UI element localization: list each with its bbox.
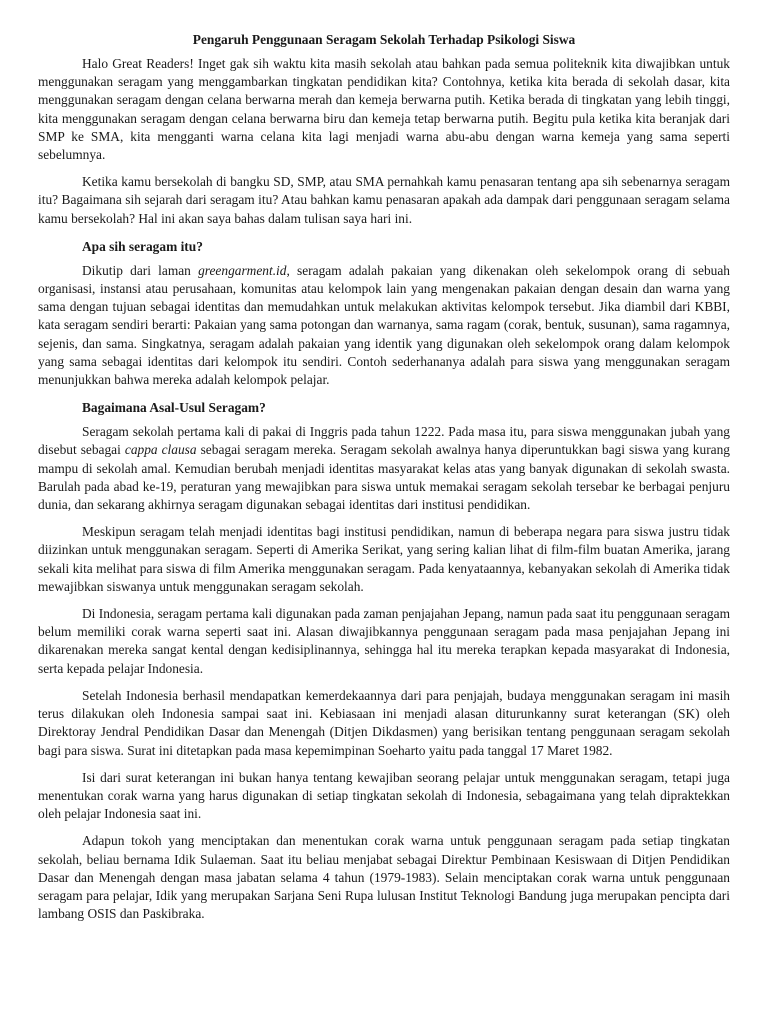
section-heading-origin: Bagaimana Asal-Usul Seragam? [82, 400, 266, 416]
origin-text-rest: sebagai seragam mereka. Seragam sekolah awalnya hanya diperuntukkan bagi siswa yang kurang mampu di sekolah amal. Kemudian berubah menjadi identitas masyarakat kelas atas yang banyak digunakan di sekolah swasta. Barulah pada abad ke-19, peraturan yang mewajibkan para siswa untuk memakai seragam sekolah tersebar ke berbagai penjuru dunia, dan sekarang akhirnya seragam digunakan sebagai identitas dari institusi pendidikan. [38, 442, 730, 513]
document-title: Pengaruh Penggunaan Seragam Sekolah Terhadap Psikologi Siswa [192, 32, 576, 47]
cappa-clausa-term: cappa clausa [124, 442, 197, 458]
paragraph-definition [38, 262, 730, 389]
definition-text-rest: , seragam adalah pakaian yang dikenakan oleh sekelompok orang di sebuah organisasi, instansi atau perusahaan, komunitas atau kelompok lain yang mengenakan pakaian dengan desain dan warna yang sama dengan tujuan sebagai identitas dan memudahkan untuk melakukan aktivitas kelompok tersebut. Jika diambil dari KBBI, kata seragam sendiri berarti: Pakaian yang sama potongan dan warnanya, sama ragam (corak, bentuk, susunan), sama ragamnya, sejenis, dan sama. Singkatnya, seragam adalah pakaian yang identik yang digunakan oleh sekelompok orang dalam kelompok yang sama sebagai identitas dari kelompok itu sendiri. Contoh sederhananya adalah para siswa yang menggunakan seragam menunjukkan bahwa mereka adalah kelompok pelajar. [38, 262, 730, 388]
definition-text-start: Dikutip dari laman [82, 262, 199, 278]
paragraph-indonesia-sk: Setelah Indonesia berhasil mendapatkan kemerdekaannya dari para penjajah, budaya menggunakan seragam ini masih terus dilakukan oleh Indonesia sampai saat ini. Kebiasaan ini menjadi alasan diturunkanny surat keterangan (SK) oleh Direktoray Jendral Pendidikan Dasar dan Menengah (Ditjen Dikdasmen) yang berisikan tentang penggunaan seragam sekolah bagi para siswa. Surat ini ditetapkan pada masa kepemimpinan Soeharto yaitu pada tanggal 17 Maret 1982. [38, 687, 730, 758]
origin-text-start: Seragam sekolah pertama kali di pakai di Inggris pada tahun 1222. Pada masa itu, para siswa menggunakan jubah yang disebut sebagai [38, 424, 730, 458]
paragraph-intro: Halo Great Readers! Inget gak sih waktu kita masih sekolah atau bahkan pada semua politeknik kita diwajibkan untuk menggunakan seragam yang menggambarkan tingkatan pendidikan kita? Contohnya, ketika kita berada di sekolah dasar, kita menggunakan seragam dengan celana berwarna merah dan kemeja berwarna putih. Ketika berada di tingkatan yang lebih tinggi, kita menggunakan seragam dengan celana berwarna biru dan kemeja tetap berwarna putih. Begitu pula ketika kita beranjak dari SMP ke SMA, kita mengganti warna celana kita lagi menjadi warna abu-abu dengan warna kemeja yang sama seperti sebelumnya. [38, 56, 730, 163]
section-heading-definition: Apa sih seragam itu? [82, 238, 203, 254]
paragraph-idik-sulaeman: Adapun tokoh yang menciptakan dan menentukan corak warna untuk penggunaan seragam pada setiap tingkatan sekolah, beliau bernama Idik Sulaeman. Saat itu beliau menjabat sebagai Direktur Pembinaan Kesiswaan di Ditjen Pendidikan Dasar dan Menengah dengan masa jabatan selama 4 tahun (1979-1983). Selain menciptakan corak warna untuk penggunaan seragam para pelajar, Idik yang merupakan Sarjana Seni Rupa lulusan Institut Teknologi Bandung juga merupakan pencipta dari lambang OSIS dan Paskibraka. [38, 833, 730, 922]
paragraph-indonesia-japan: Di Indonesia, seragam pertama kali digunakan pada zaman penjajahan Jepang, namun pada saat itu penggunaan seragam belum memiliki corak warna seperti saat ini. Alasan diwajibkannya penggunaan seragam pada masa penjajahan Jepang ini dikarenakan mereka sangat kental dengan kedisiplinannya, sehingga hal itu mereka terapkan kepada masyarakat di Indonesia, serta kepada pelajar Indonesia. [38, 606, 730, 676]
paragraph-usa: Meskipun seragam telah menjadi identitas bagi institusi pendidikan, namun di beberapa negara para siswa justru tidak diizinkan untuk menggunakan seragam. Seperti di Amerika Serikat, yang sering kalian lihat di film-film buatan Amerika, jarang sekali kita melihat para siswa di film Amerika menggunakan seragam. Pada kenyataannya, kebanyakan sekolah di Amerika tidak mewajibkan siswanya untuk menggunakan seragam sekolah. [38, 524, 730, 594]
paragraph-questions: Ketika kamu bersekolah di bangku SD, SMP, atau SMA pernahkah kamu penasaran tentang apa sih sebenarnya seragam itu? Bagaimana sih sejarah dari seragam itu? Atau bahkan kamu penasaran apakah ada dampak dari penggunaan seragam selama kamu bersekolah? Hal ini akan saya bahas dalam tulisan saya hari ini. [38, 174, 730, 226]
paragraph-origin-england [38, 423, 730, 514]
source-site-name: greengarment.id [198, 262, 287, 278]
paragraph-sk-content: Isi dari surat keterangan ini bukan hanya tentang kewajiban seorang pelajar untuk menggunakan seragam, tetapi juga menentukan corak warna yang harus digunakan di setiap tingkatan sekolah di Indonesia, sebagaimana yang telah dipraktekkan oleh pelajar Indonesia saat ini. [38, 769, 730, 822]
